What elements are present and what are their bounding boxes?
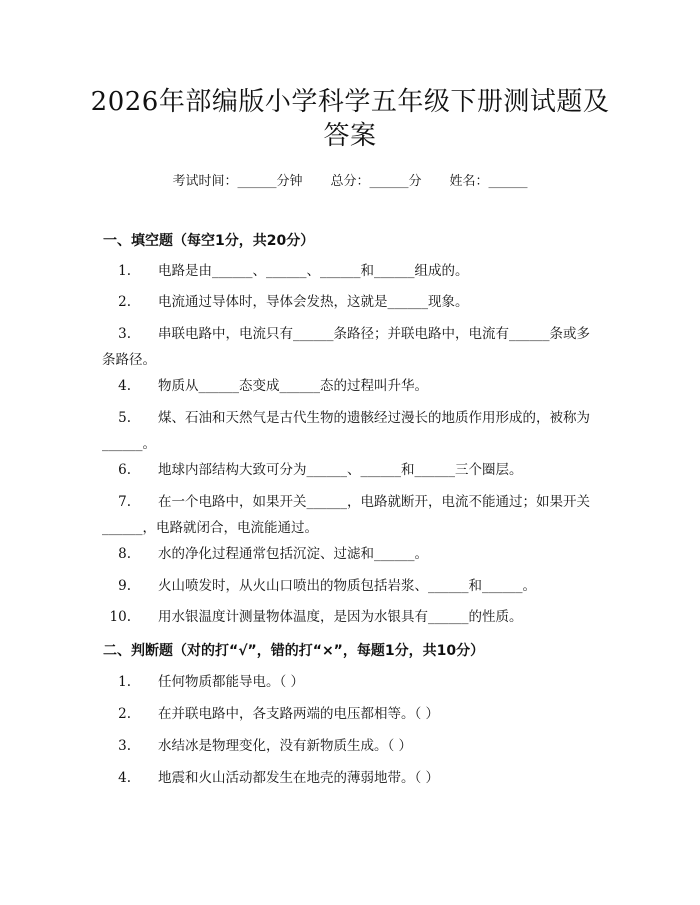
page-title-line2: 答案	[323, 121, 377, 151]
question-number: 2.	[118, 706, 131, 722]
question-number: 7.	[118, 494, 131, 510]
question-item	[104, 405, 612, 457]
exam-info-row	[0, 170, 700, 189]
question-number: 6.	[118, 462, 131, 478]
section-heading-true-false: 二、判断题（对的打“√”，错的打“×”，每题1分，共10分）	[103, 643, 485, 659]
page-title-line1: 2026年部编版小学科学五年级下册测试题及	[90, 87, 610, 117]
question-item	[104, 541, 612, 567]
question-text: 电路是由______、______、______和______组成的。	[158, 263, 469, 279]
question-number: 9.	[118, 578, 131, 594]
question-item	[104, 489, 612, 541]
question-text: 物质从______态变成______态的过程叫升华。	[158, 378, 428, 394]
question-text: 水结冰是物理变化，没有新物质生成。（ ）	[158, 738, 413, 754]
question-item	[104, 457, 612, 483]
question-number: 1.	[118, 674, 131, 690]
question-number: 10.	[109, 609, 131, 625]
question-text: 用水银温度计测量物体温度，是因为水银具有______的性质。	[158, 609, 523, 625]
question-text-continued: 条路径。	[102, 352, 156, 368]
question-number: 1.	[118, 263, 131, 279]
question-number: 5.	[118, 410, 131, 426]
total-score-field: 总分：______分	[330, 174, 422, 189]
question-number: 4.	[118, 770, 131, 786]
student-name-field: 姓名：______	[449, 174, 528, 189]
question-item	[104, 604, 612, 630]
question-text: 在一个电路中，如果开关______，电路就断开，电流不能通过；如果开关	[158, 494, 590, 510]
question-item	[104, 669, 612, 695]
question-text: 在并联电路中，各支路两端的电压都相等。（ ）	[158, 706, 440, 722]
question-text: 火山喷发时，从火山口喷出的物质包括岩浆、______和______。	[158, 578, 536, 594]
question-text: 煤、石油和天然气是古代生物的遗骸经过漫长的地质作用形成的，被称为	[158, 410, 590, 426]
question-number: 3.	[118, 738, 131, 754]
question-item	[104, 321, 612, 373]
question-item	[104, 258, 612, 284]
exam-time-field: 考试时间：______分钟	[172, 174, 303, 189]
question-text: 串联电路中，电流只有______条路径；并联电路中，电流有______条或多	[158, 326, 590, 342]
question-number: 4.	[118, 378, 131, 394]
question-number: 2.	[118, 294, 131, 310]
question-item	[104, 373, 612, 399]
question-item	[104, 701, 612, 727]
question-item	[104, 289, 612, 315]
question-text: 地球内部结构大致可分为______、______和______三个圈层。	[158, 462, 523, 478]
question-number: 8.	[118, 546, 131, 562]
question-item	[104, 765, 612, 791]
question-text-continued: ______。	[102, 436, 156, 452]
question-number: 3.	[118, 326, 131, 342]
question-text: 任何物质都能导电。（ ）	[158, 674, 305, 690]
question-text: 水的净化过程通常包括沉淀、过滤和______。	[158, 546, 428, 562]
question-item	[104, 573, 612, 599]
question-text: 地震和火山活动都发生在地壳的薄弱地带。（ ）	[158, 770, 440, 786]
section-heading-fill-in: 一、填空题（每空1分，共20分）	[103, 233, 315, 249]
question-text-continued: ______，电路就闭合，电流能通过。	[102, 520, 318, 536]
question-text: 电流通过导体时，导体会发热，这就是______现象。	[158, 294, 469, 310]
question-item	[104, 733, 612, 759]
